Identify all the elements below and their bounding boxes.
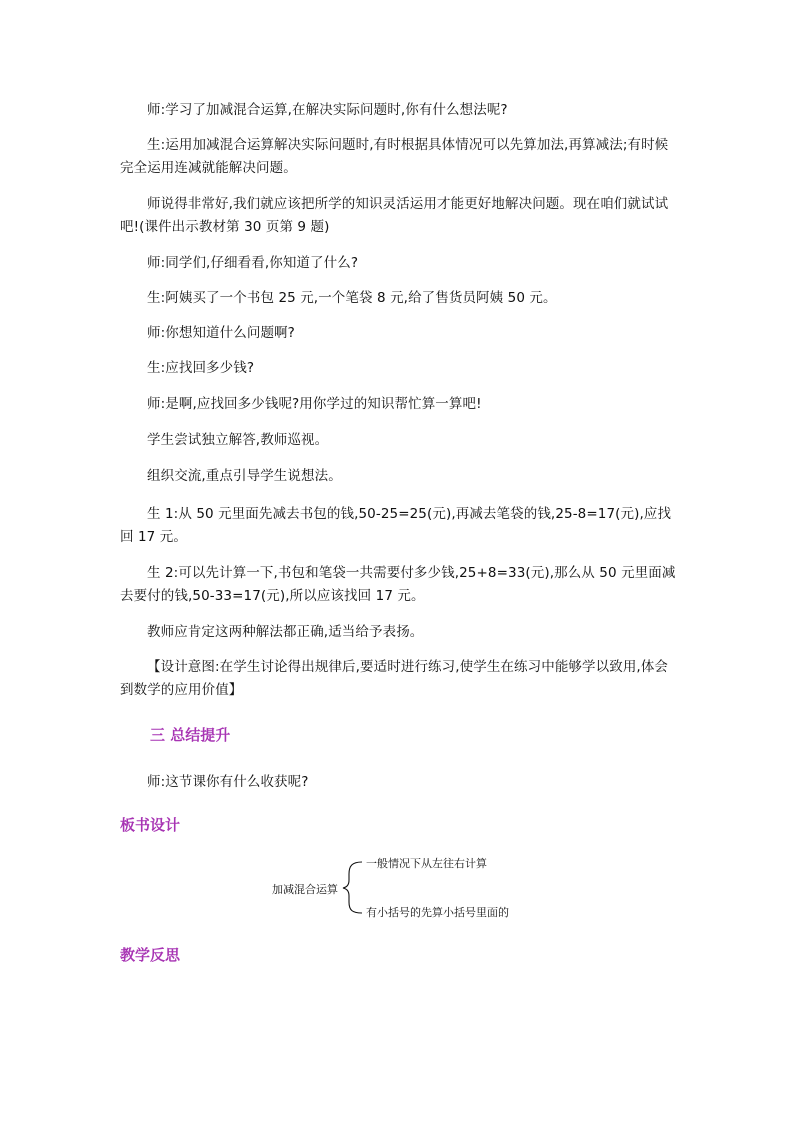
board-topic: 加减混合运算 <box>272 883 338 896</box>
paragraph-teacher-question: 师:学习了加减混合运算,在解决实际问题时,你有什么想法呢? <box>147 102 508 118</box>
paragraph-teacher-calc: 师:是啊,应找回多少钱呢?用你学过的知识帮忙算一算吧! <box>147 396 482 412</box>
board-branch-bottom: 有小括号的先算小括号里面的 <box>366 906 509 919</box>
paragraph-exchange: 组织交流,重点引导学生说想法。 <box>147 468 342 484</box>
paragraph-summary-question: 师:这节课你有什么收获呢? <box>147 774 309 790</box>
section-heading-summary: 三 总结提升 <box>150 726 231 744</box>
paragraph-students-try: 学生尝试独立解答,教师巡视。 <box>147 432 329 448</box>
reflection-heading: 教学反思 <box>120 946 181 964</box>
paragraph-student-1: 生 1:从 50 元里面先减去书包的钱,50-25=25(元),再减去笔袋的钱,25-8=17(元),应找回 17 元。 <box>120 506 672 545</box>
board-branch-top: 一般情况下从左往右计算 <box>366 857 487 870</box>
board-design-heading: 板书设计 <box>120 816 181 834</box>
paragraph-teacher-look: 师:同学们,仔细看看,你知道了什么? <box>147 255 359 271</box>
paragraph-design-intent: 【设计意图:在学生讨论得出规律后,要适时进行练习,使学生在练习中能够学以致用,体会到数学的应用价值】 <box>120 659 669 698</box>
paragraph-teacher-praise: 师说得非常好,我们就应该把所学的知识灵活运用才能更好地解决问题。现在咱们就试试吧!(课件出示教材第 30 页第 9 题) <box>120 196 669 235</box>
paragraph-student-info: 生:阿姨买了一个书包 25 元,一个笔袋 8 元,给了售货员阿姨 50 元。 <box>147 290 557 306</box>
paragraph-teacher-affirm: 教师应肯定这两种解法都正确,适当给予表扬。 <box>147 624 424 640</box>
paragraph-student-2: 生 2:可以先计算一下,书包和笔袋一共需要付多少钱,25+8=33(元),那么从 50 元里面减去要付的钱,50-33=17(元),所以应该找回 17 元。 <box>120 565 676 604</box>
paragraph-teacher-ask: 师:你想知道什么问题啊? <box>147 325 295 341</box>
paragraph-student-question: 生:应找回多少钱? <box>147 360 255 376</box>
paragraph-student-answer: 生:运用加减混合运算解决实际问题时,有时根据具体情况可以先算加法,再算减法;有时候完全运用连减就能解决问题。 <box>120 137 669 176</box>
